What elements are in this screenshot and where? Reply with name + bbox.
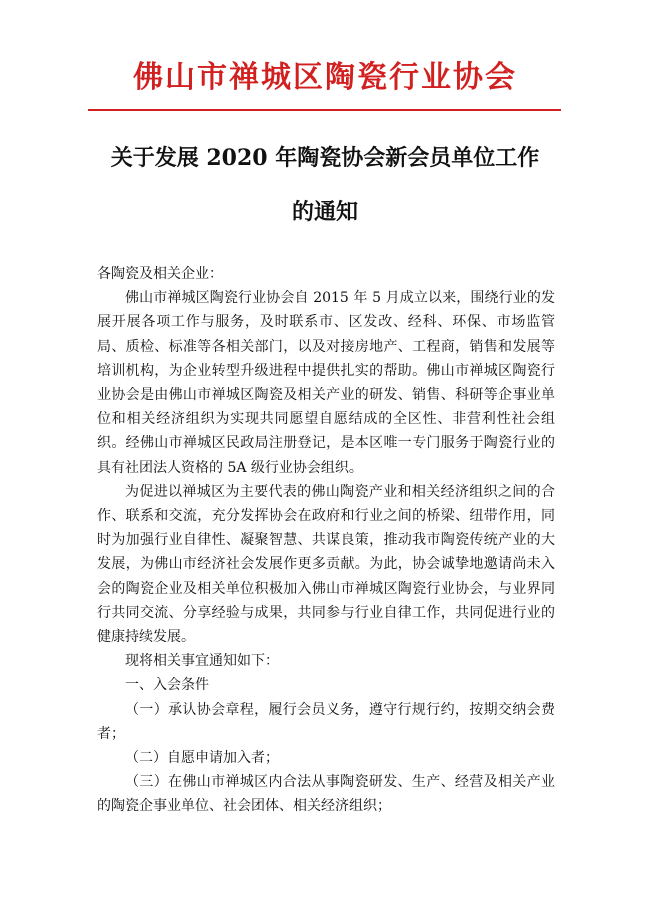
paragraph-association-intro: 佛山市禅城区陶瓷行业协会自 2015 年 5 月成立以来，围绕行业的发展开展各项工作与服务，及时联系市、区发改、经科、环保、市场监管局、质检、标准等各相关部门，以及对接房地产、工程商，销售和发展等培训机构，为企业转型升级进程中提供扎实的帮助。佛山市禅城区陶瓷行业协会是由佛山市禅城区陶瓷及相关产业的研发、销售、科研等企事业单位和相关经济组织为实现共同愿望自愿结成的全区性、非营利性社会组织。经佛山市禅城区民政局注册登记，是本区唯一专门服务于陶瓷行业的具有社团法人资格的 5A 级行业协会组织。 xyxy=(97,290,555,476)
salutation: 各陶瓷及相关企业： xyxy=(97,266,223,282)
paragraph-invitation: 为促进以禅城区为主要代表的佛山陶瓷产业和相关经济组织之间的合作、联系和交流，充分发挥协会在政府和行业之间的桥梁、纽带作用，同时为加强行业自律性、凝聚智慧、共谋良策，推动我市陶瓷传统产业的大发展，为佛山市经济社会发展作更多贡献。为此，协会诚挚地邀请尚未入会的陶瓷企业及相关单位积极加入佛山市禅城区陶瓷行业协会，与业界同行共同交流、分享经验与成果，共同参与行业自律工作，共同促进行业的健康持续发展。 xyxy=(97,483,555,646)
condition-item-2: （二）自愿申请加入者； xyxy=(125,750,279,767)
organization-header: 佛山市禅城区陶瓷行业协会 xyxy=(133,60,517,95)
section-heading-membership-conditions: 一、入会条件 xyxy=(125,677,209,694)
header-divider xyxy=(88,109,561,111)
notice-body xyxy=(97,262,555,819)
condition-item-3: （三）在佛山市禅城区内合法从事陶瓷研发、生产、经营及相关产业的陶瓷企事业单位、社会团体、相关经济组织； xyxy=(97,774,555,815)
notice-title-line-1: 关于发展 2020 年陶瓷协会新会员单位工作 xyxy=(110,145,540,171)
condition-item-1: （一）承认协会章程，履行会员义务，遵守行规行约，按期交纳会费者； xyxy=(97,701,555,742)
notice-title-line-2: 的通知 xyxy=(291,199,358,225)
paragraph-notice-lead: 现将相关事宜通知如下： xyxy=(125,653,279,670)
